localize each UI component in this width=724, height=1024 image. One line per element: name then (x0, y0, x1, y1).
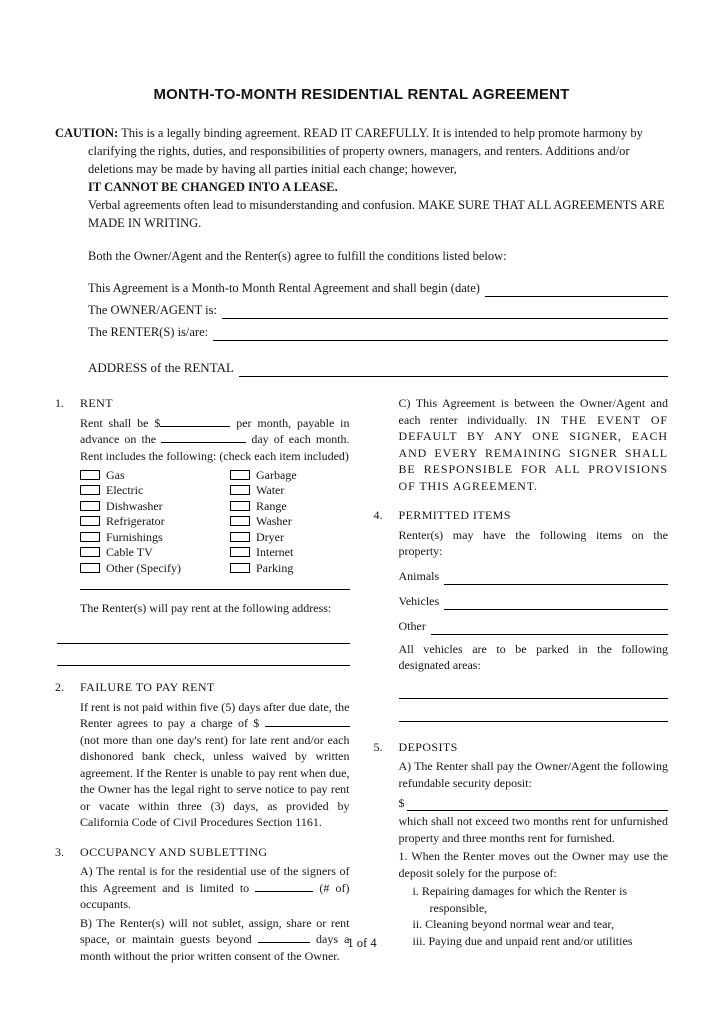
vehicles-label: Vehicles (398, 594, 440, 608)
checkbox-refrigerator-label: Refrigerator (106, 514, 165, 528)
checkbox-row (80, 560, 350, 576)
section-deposits (374, 739, 669, 950)
caution-text-2: Verbal agreements often lead to misunderstanding and confusion. MAKE SURE THAT ALL AGREEMENTS ARE MADE IN WRITING. (88, 198, 665, 230)
begin-date-line (88, 275, 668, 297)
rental-address-blank[interactable] (239, 362, 668, 377)
section-occupancy-title: OCCUPANCY AND SUBLETTING (80, 844, 268, 859)
right-column (374, 395, 669, 966)
rental-address-label: ADDRESS of the RENTAL (88, 360, 234, 375)
deposit-amount-line (399, 793, 669, 811)
occupancy-a-text-1: A) The rental is for the residential use of the signers of this Agreement and is limited to (80, 864, 350, 895)
caution-block (55, 124, 668, 232)
deposit-use-item-iii: iii. Paying due and unpaid rent and/or utilities (412, 933, 633, 948)
begin-date-blank[interactable] (485, 282, 668, 297)
checkbox-other-specify-label: Other (Specify) (106, 560, 181, 575)
checkbox-row (80, 529, 350, 545)
section-deposits-number: 5. (373, 739, 383, 754)
animals-blank[interactable] (444, 572, 668, 585)
parking-areas-blank-2[interactable] (399, 699, 669, 722)
caution-text: This is a legally binding agreement. READ IT CAREFULLY. It is intended to help promote harmony by clarifying the rights, duties, and responsibilities of property owners, managers, and renters. Additions and/or deletions may be made by having all parties initial each change; however, (88, 126, 643, 176)
deposits-clause-a: A) The Renter shall pay the Owner/Agent the following refundable security deposit: (398, 759, 668, 790)
section-deposits-heading-row (374, 739, 669, 756)
vehicles-line (399, 589, 669, 610)
deposit-use-text: 1. When the Renter moves out the Owner may use the deposit solely for the purpose of: (398, 849, 668, 880)
section-permitted-title: PERMITTED ITEMS (398, 508, 511, 522)
checkbox-furnishings-label: Furnishings (106, 529, 163, 544)
checkbox-row (80, 545, 350, 561)
other-items-label: Other (398, 619, 426, 633)
checkbox-row (80, 498, 350, 514)
deposit-use-item-i: i. Repairing damages for which the Renter is responsible, (412, 884, 628, 915)
failure-text-2: (not more than one day's rent) for late rent and/or each dishonored bank check, unless waived by written agreement. If the Renter is unable to pay rent when due, the Owner has the legal right to serve notice to pay rent or vacate within three (3) days, as provided by California Code of Civil Procedures Section 1161. (80, 732, 350, 829)
checkbox-electric[interactable] (80, 485, 100, 495)
section-rent-body (80, 415, 350, 667)
checkbox-electric-label: Electric (106, 483, 144, 497)
section-rent-number: 1. (55, 396, 64, 410)
c-clause-paragraph (399, 395, 669, 494)
begin-date-label: This Agreement is a Month-to Month Rental Agreement and shall begin (date) (88, 281, 480, 295)
section-deposits-title: DEPOSITS (398, 739, 458, 754)
rent-due-day-blank[interactable] (161, 433, 246, 443)
checkbox-furnishings[interactable] (80, 532, 100, 542)
checkbox-dryer-label: Dryer (256, 529, 284, 544)
rent-text-3: day of each month. Rent includes the following: (check each item included) (80, 432, 350, 463)
failure-paragraph (80, 699, 350, 831)
checkbox-parking-label: Parking (256, 560, 294, 575)
owner-agent-line (88, 297, 668, 319)
section-permitted-items (374, 507, 669, 722)
dollar-sign: $ (398, 795, 405, 810)
rent-text-1: Rent shall be $ (80, 415, 161, 430)
checkbox-internet[interactable] (230, 547, 250, 557)
renters-blank[interactable] (213, 326, 668, 341)
checkbox-other-specify[interactable] (80, 563, 100, 573)
deposit-use-item-ii: ii. Cleaning beyond normal wear and tear, (412, 917, 614, 931)
checkbox-row (80, 514, 350, 530)
owner-agent-blank[interactable] (222, 304, 668, 319)
checkbox-water-label: Water (256, 483, 285, 497)
late-charge-blank[interactable] (265, 717, 350, 727)
rent-text-2: per month, payable in advance on the (80, 415, 350, 446)
intro-fill-block (88, 275, 668, 341)
section-occupancy-heading-row (55, 844, 350, 861)
checkbox-dishwasher-label: Dishwasher (106, 498, 163, 513)
c-clause-body (399, 395, 669, 494)
section-failure-body (80, 699, 350, 831)
checkbox-row (80, 467, 350, 483)
checkbox-internet-label: Internet (256, 545, 294, 559)
section-permitted-heading-row (374, 507, 669, 524)
checkbox-garbage[interactable] (230, 470, 250, 480)
pay-address-label: The Renter(s) will pay rent at the following address: (80, 600, 332, 615)
checkbox-range[interactable] (230, 501, 250, 511)
rent-amount-blank[interactable] (160, 417, 230, 427)
rent-includes-checkbox-grid (80, 467, 350, 576)
caution-label: CAUTION: (55, 126, 119, 140)
c-clause-text-1: C) This Agreement is between the Owner/Agent and each renter individually. (398, 396, 668, 427)
checkbox-parking[interactable] (230, 563, 250, 573)
checkbox-garbage-label: Garbage (256, 467, 297, 482)
animals-line (399, 564, 669, 585)
rent-intro-paragraph (80, 415, 350, 465)
checkbox-water[interactable] (230, 485, 250, 495)
checkbox-refrigerator[interactable] (80, 516, 100, 526)
section-failure-title: FAILURE TO PAY RENT (80, 680, 215, 694)
section-failure-to-pay (55, 679, 350, 831)
other-items-blank[interactable] (431, 622, 668, 635)
other-specify-blank[interactable] (80, 576, 350, 590)
section-rent (55, 395, 350, 666)
checkbox-dryer[interactable] (230, 532, 250, 542)
checkbox-cable-tv[interactable] (80, 547, 100, 557)
page-number: 1 of 4 (347, 936, 377, 950)
parking-areas-blank-1[interactable] (399, 676, 669, 699)
section-failure-heading-row (55, 679, 350, 696)
other-items-line (399, 614, 669, 635)
checkbox-washer-label: Washer (256, 514, 292, 528)
section-permitted-body (399, 527, 669, 722)
checkbox-range-label: Range (256, 498, 287, 513)
occupancy-b-text-2: days a month without the prior written consent of the Owner. (80, 932, 350, 963)
occupancy-clause-a (80, 863, 350, 913)
occupants-count-blank[interactable] (255, 882, 313, 892)
checkbox-gas[interactable] (80, 470, 100, 480)
caution-bold-line: IT CANNOT BE CHANGED INTO A LEASE. (88, 180, 338, 194)
document-title: MONTH-TO-MONTH RESIDENTIAL RENTAL AGREEMENT (153, 86, 570, 103)
section-rent-title: RENT (80, 396, 113, 410)
occupancy-b-text-1: B) The Renter(s) will not sublet, assign, share or rent space, or maintain guests beyond (80, 915, 350, 946)
c-clause-text-2: IN THE EVENT OF DEFAULT BY ANY ONE SIGNER, EACH AND EVERY REMAINING SIGNER SHALL BE RESPONSIBLE FOR ALL PROVISIONS OF THIS AGREEMENT. (398, 412, 668, 493)
checkbox-cable-tv-label: Cable TV (106, 545, 153, 559)
two-column-body (55, 395, 668, 966)
parking-areas-text: All vehicles are to be parked in the following designated areas: (398, 641, 668, 672)
renters-line (88, 319, 668, 341)
left-column (55, 395, 350, 966)
deposit-amount-blank[interactable] (407, 798, 669, 811)
owner-agent-label: The OWNER/AGENT is: (88, 303, 217, 317)
caution-paragraph (55, 124, 668, 178)
occupancy-a-text-2: (# of) occupants. (80, 880, 350, 911)
section-occupancy-number: 3. (55, 844, 64, 859)
checkbox-gas-label: Gas (106, 467, 125, 482)
vehicles-blank[interactable] (444, 597, 668, 610)
section-deposits-body (399, 758, 669, 949)
permitted-intro: Renter(s) may have the following items on the property: (398, 527, 668, 558)
agree-line: Both the Owner/Agent and the Renter(s) agree to fulfill the conditions listed below: (88, 249, 507, 263)
checkbox-dishwasher[interactable] (80, 501, 100, 511)
section-c-clause (374, 395, 669, 494)
checkbox-row (80, 483, 350, 499)
failure-text-1: If rent is not paid within five (5) days after due date, the Renter agrees to pay a charge of $ (80, 699, 350, 730)
animals-label: Animals (398, 569, 440, 583)
checkbox-washer[interactable] (230, 516, 250, 526)
pay-address-blank-1[interactable] (57, 622, 350, 644)
section-rent-heading-row (55, 395, 350, 412)
deposit-limit-text: which shall not exceed two months rent for unfurnished property and three months rent for furnished. (398, 814, 668, 845)
rental-address-line (88, 355, 668, 377)
section-failure-number: 2. (55, 680, 64, 694)
section-permitted-number: 4. (373, 508, 383, 522)
pay-address-blank-2[interactable] (57, 644, 350, 666)
renters-label: The RENTER(S) is/are: (88, 325, 209, 339)
